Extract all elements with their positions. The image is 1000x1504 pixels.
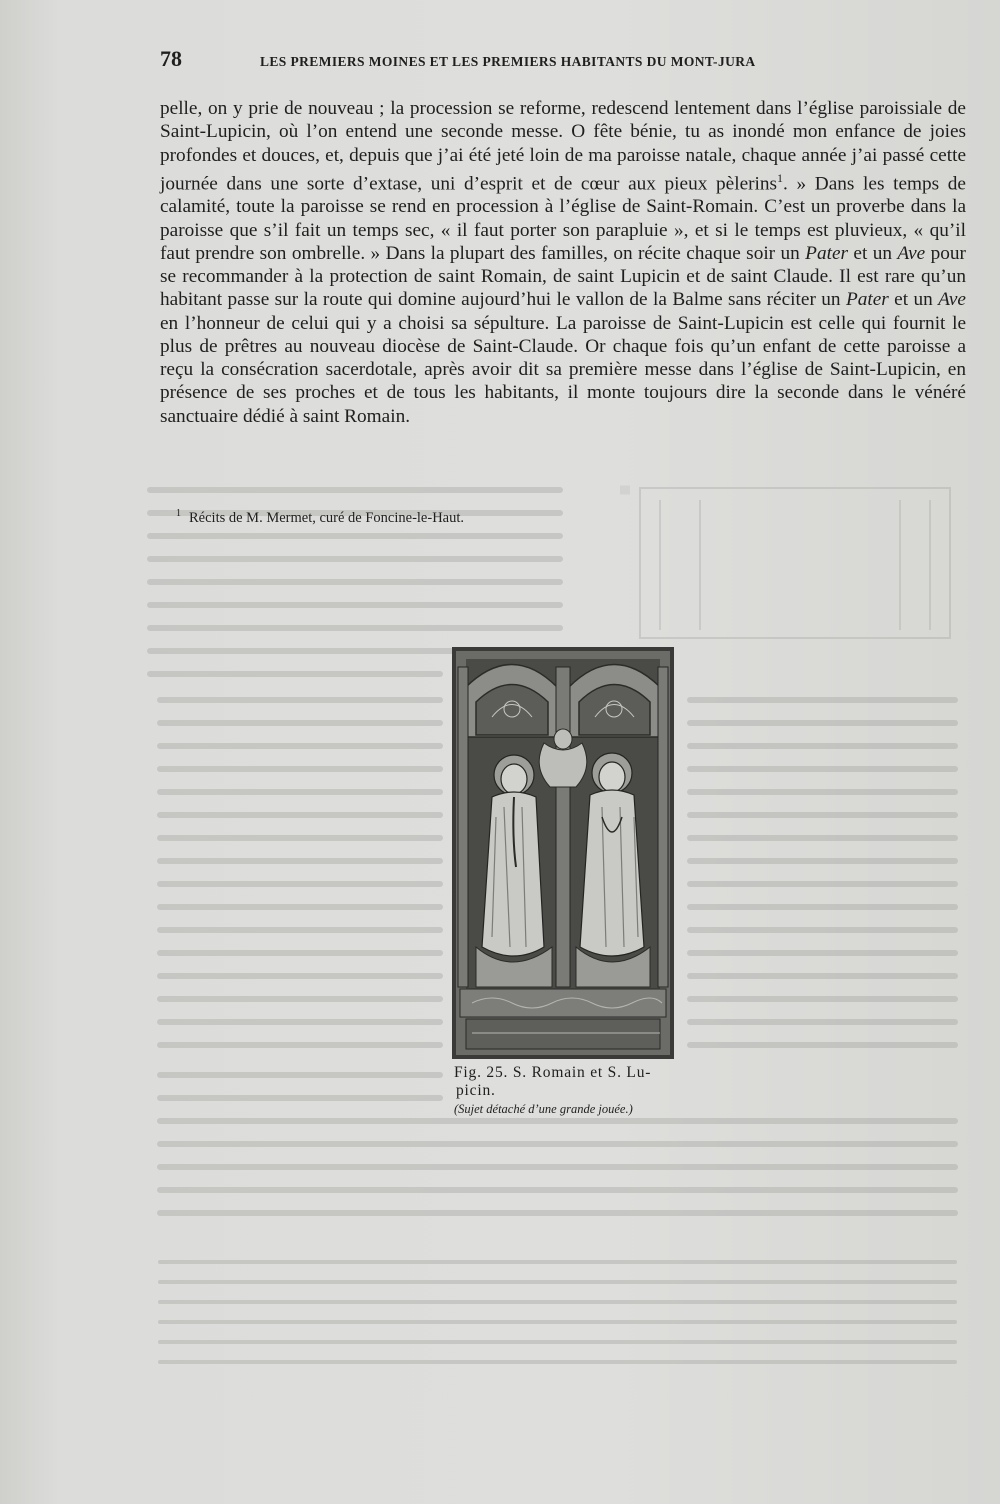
text-end: en l’honneur de celui qui y a choisi sa sépulture. La paroisse de Saint-Lupicin est celle qui fournit le plus de prêtres au nouveau diocèse de Saint-Claude. Or chaque fois qu’un enfant de cette paroisse a reçu la consécration sacerdotale, après avoir dit sa première messe dans l’église de Saint-Lupicin, en présence de ses proches et de tous les habitants, il monte toujours dire la seconde dans le vénéré sanctuaire dédié à saint Romain. bbox=[160, 312, 966, 427]
text-et-un-2: et un bbox=[888, 289, 939, 311]
main-paragraph bbox=[160, 97, 966, 428]
footnote-marker: 1 bbox=[176, 508, 181, 519]
italic-pater-2: Pater bbox=[845, 289, 889, 311]
figure-engraving bbox=[452, 647, 674, 1059]
italic-ave-2: Ave bbox=[938, 289, 966, 311]
caption-line-2: picin. bbox=[456, 1082, 496, 1099]
text-middle: pour se recommander à la protection de saint Romain, de saint Lupicin et de saint Claude. Il est rare qu’un habitant passe sur la route qui domine aujourd’hui le vallon de la Balme sans réciter un bbox=[160, 242, 966, 311]
text-et-un: et un bbox=[848, 242, 898, 264]
footnote bbox=[176, 508, 596, 527]
paragraph-text bbox=[160, 97, 966, 428]
italic-ave: Ave bbox=[897, 242, 926, 264]
italic-pater: Pater bbox=[805, 242, 849, 264]
page-number: 78 bbox=[160, 46, 182, 71]
engraving-image bbox=[452, 647, 674, 1059]
caption-note: (Sujet détaché d’une grande jouée.) bbox=[454, 1102, 633, 1116]
text-after-note: . » Dans les temps de calamité, toute la paroisse se rend en procession à l’église de Saint-Romain. C’est un proverbe dans la paroisse que s’il fait un temps sec, « il faut porter son parapluie », et si le temps est pluvieux, « qu’il faut prendre son ombrelle. » Dans la plupart des familles, on récite chaque soir un bbox=[160, 173, 966, 264]
running-title: LES PREMIERS MOINES ET LES PREMIERS HABITANTS DU MONT-JURA bbox=[260, 54, 756, 69]
figure-caption bbox=[454, 1064, 694, 1117]
text-before-note: pelle, on y prie de nouveau ; la procession se reforme, redescend lentement dans l’église paroissiale de Saint-Lupicin, où l’on entend une seconde messe. O fête bénie, tu as inondé mon enfance de joies profondes et douces, et, depuis que j’ai été jeté loin de ma paroisse natale, chaque année j’ai passé cette journée dans une sorte d’extase, uni d’esprit et de cœur aux pieux pèlerins bbox=[160, 98, 966, 195]
caption-line-1: Fig. 25. S. Romain et S. Lu- bbox=[454, 1064, 652, 1081]
footnote-reference: 1 bbox=[777, 170, 784, 185]
running-header bbox=[160, 46, 870, 76]
footnote-text: Récits de M. Mermet, curé de Foncine-le-Haut. bbox=[189, 509, 465, 526]
